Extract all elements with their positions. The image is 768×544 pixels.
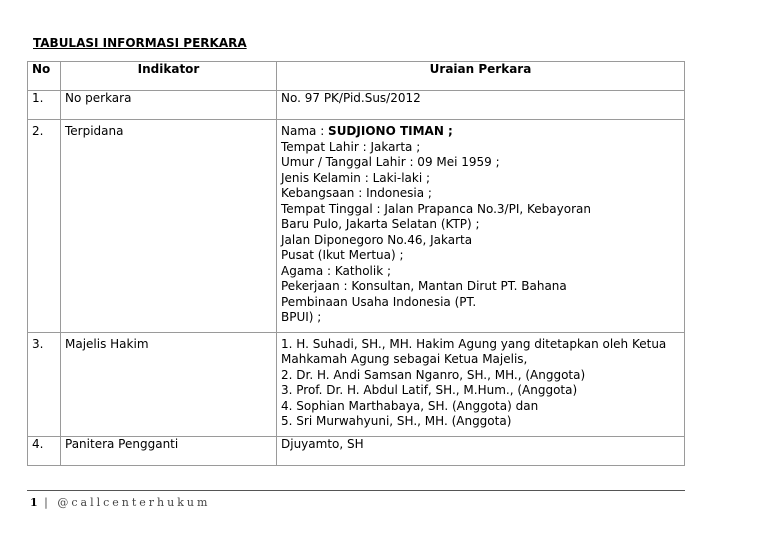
footer-site: @callcenterhukum — [57, 496, 211, 509]
footer-separator: | — [37, 496, 58, 509]
row-uraian: No. 97 PK/Pid.Sus/2012 — [277, 91, 685, 120]
hakim-line: 3. Prof. Dr. H. Abdul Latif, SH., M.Hum., (Anggota) — [281, 383, 578, 397]
detail-line: Agama : Katholik ; — [281, 263, 392, 278]
hakim-line: Mahkamah Agung sebagai Ketua Majelis, — [281, 352, 528, 366]
nama-label: Nama : — [281, 124, 329, 138]
table-row — [28, 91, 685, 120]
hakim-line: 1. H. Suhadi, SH., MH. Hakim Agung yang ditetapkan oleh Ketua — [281, 336, 667, 351]
row-no: 1. — [28, 91, 61, 120]
detail-line: Jenis Kelamin : Laki-laki ; — [281, 170, 431, 185]
hakim-line: 2. Dr. H. Andi Samsan Nganro, SH., MH., (Anggota) — [281, 367, 586, 382]
table-header-row — [28, 62, 685, 91]
page-footer — [30, 496, 210, 509]
detail-line: Kebangsaan : Indonesia ; — [281, 186, 432, 200]
page-title: TABULASI INFORMASI PERKARA — [33, 36, 247, 50]
detail-line: Baru Pulo, Jakarta Selatan (KTP) ; — [281, 217, 480, 231]
row-uraian: Djuyamto, SH — [277, 436, 685, 465]
header-indikator: Indikator — [61, 62, 277, 91]
detail-line: Jalan Diponegoro No.46, Jakarta — [281, 232, 473, 247]
table-row — [28, 120, 685, 333]
footer-divider — [27, 490, 685, 491]
page-number: 1 — [30, 496, 38, 509]
nama-value: SUDJIONO TIMAN ; — [328, 124, 453, 138]
terpidana-details — [277, 120, 685, 333]
table-row — [28, 436, 685, 465]
row-no: 2. — [28, 120, 61, 333]
detail-line: Tempat Lahir : Jakarta ; — [281, 139, 421, 154]
row-indikator: No perkara — [61, 91, 277, 120]
detail-line: Tempat Tinggal : Jalan Prapanca No.3/PI, Kebayoran — [281, 201, 591, 216]
detail-line: BPUI) ; — [281, 310, 322, 324]
hakim-line: 5. Sri Murwahyuni, SH., MH. (Anggota) — [281, 414, 512, 428]
detail-line: Pekerjaan : Konsultan, Mantan Dirut PT. Bahana — [281, 279, 567, 293]
row-no: 4. — [28, 436, 61, 465]
row-indikator: Panitera Pengganti — [61, 436, 277, 465]
detail-line: Pembinaan Usaha Indonesia (PT. — [281, 294, 477, 309]
row-indikator: Majelis Hakim — [61, 332, 277, 436]
hakim-line: 4. Sophian Marthabaya, SH. (Anggota) dan — [281, 398, 539, 413]
row-indikator: Terpidana — [61, 120, 277, 333]
detail-line: Umur / Tanggal Lahir : 09 Mei 1959 ; — [281, 155, 500, 169]
perkara-table — [27, 61, 685, 466]
header-no: No — [28, 62, 61, 91]
table-row — [28, 332, 685, 436]
header-uraian: Uraian Perkara — [277, 62, 685, 91]
majelis-hakim-list — [277, 332, 685, 436]
row-no: 3. — [28, 332, 61, 436]
detail-line: Pusat (Ikut Mertua) ; — [281, 248, 404, 262]
terpidana-nama-line — [281, 124, 680, 140]
